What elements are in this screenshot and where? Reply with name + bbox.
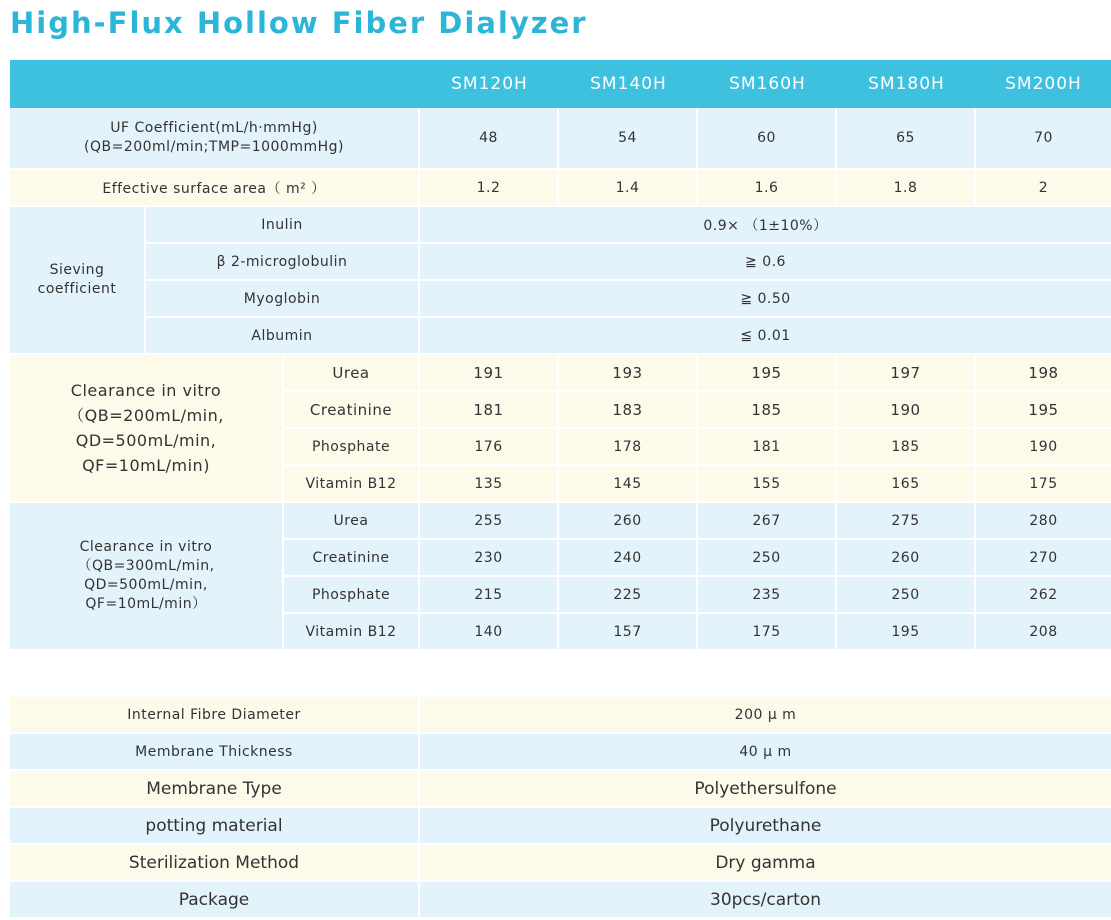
clearance-label-line: Clearance in vitro — [79, 539, 213, 555]
value-cell: 262 — [976, 577, 1111, 614]
property-row — [10, 882, 1111, 919]
solute-label: Vitamin B12 — [284, 466, 420, 503]
model-header: SM180H — [837, 60, 976, 108]
surface-area-row — [10, 170, 1111, 207]
property-row — [10, 697, 1111, 734]
clearance-label-line: QF=10mL/min） — [85, 596, 207, 612]
value-cell: 175 — [976, 466, 1111, 503]
value-cell: 145 — [559, 466, 698, 503]
solute-label: Urea — [284, 355, 420, 392]
property-row — [10, 845, 1111, 882]
value-cell: 235 — [698, 577, 837, 614]
value-cell: 181 — [420, 392, 559, 429]
value-cell: 1.2 — [420, 170, 559, 207]
property-value: Dry gamma — [420, 845, 1111, 882]
surface-area-label: Effective surface area（ m² ） — [10, 170, 420, 207]
property-label: potting material — [10, 808, 420, 845]
value-cell: 191 — [420, 355, 559, 392]
clearance-label-line: QD=500mL/min, — [75, 431, 217, 450]
property-row — [10, 734, 1111, 771]
model-header: SM200H — [976, 60, 1111, 108]
value-cell: 197 — [837, 355, 976, 392]
sieving-row — [10, 281, 1111, 318]
sieving-row — [10, 318, 1111, 355]
model-header: SM140H — [559, 60, 698, 108]
value-cell: 178 — [559, 429, 698, 466]
value-cell: 60 — [698, 108, 837, 170]
header-blank-cell — [10, 60, 420, 108]
sieving-value: ≧ 0.50 — [420, 281, 1111, 318]
properties-table — [10, 697, 1111, 919]
value-cell: 215 — [420, 577, 559, 614]
clearance-200-label — [10, 355, 284, 503]
clearance-label-line: QD=500mL/min, — [84, 577, 208, 593]
value-cell: 140 — [420, 614, 559, 651]
value-cell: 195 — [976, 392, 1111, 429]
value-cell: 255 — [420, 503, 559, 540]
sieving-substance-label: Albumin — [146, 318, 420, 355]
uf-coefficient-row — [10, 108, 1111, 170]
sieving-label-line: Sieving — [49, 262, 105, 278]
value-cell: 1.4 — [559, 170, 698, 207]
value-cell: 185 — [698, 392, 837, 429]
value-cell: 181 — [698, 429, 837, 466]
clearance-label-line: Clearance in vitro — [70, 381, 222, 400]
sieving-group-label — [10, 207, 146, 355]
value-cell: 135 — [420, 466, 559, 503]
value-cell: 65 — [837, 108, 976, 170]
property-value: Polyethersulfone — [420, 771, 1111, 808]
clearance-label-line: QF=10mL/min) — [82, 456, 210, 475]
solute-label: Urea — [284, 503, 420, 540]
solute-label: Phosphate — [284, 577, 420, 614]
sieving-substance-label: Myoglobin — [146, 281, 420, 318]
clearance-label-line: （QB=200mL/min, — [68, 406, 224, 425]
sieving-value: ≧ 0.6 — [420, 244, 1111, 281]
property-label: Sterilization Method — [10, 845, 420, 882]
value-cell: 157 — [559, 614, 698, 651]
value-cell: 225 — [559, 577, 698, 614]
value-cell: 70 — [976, 108, 1111, 170]
clearance-label-line: （QB=300mL/min, — [77, 558, 215, 574]
page-title: High-Flux Hollow Fiber Dialyzer — [10, 6, 588, 40]
sieving-row — [10, 244, 1111, 281]
value-cell: 54 — [559, 108, 698, 170]
value-cell: 198 — [976, 355, 1111, 392]
uf-label-line: (QB=200ml/min;TMP=1000mmHg) — [84, 139, 344, 155]
value-cell: 280 — [976, 503, 1111, 540]
value-cell: 208 — [976, 614, 1111, 651]
property-label: Package — [10, 882, 420, 919]
property-label: Internal Fibre Diameter — [10, 697, 420, 734]
sieving-substance-label: Inulin — [146, 207, 420, 244]
value-cell: 190 — [976, 429, 1111, 466]
value-cell: 260 — [559, 503, 698, 540]
value-cell: 270 — [976, 540, 1111, 577]
value-cell: 176 — [420, 429, 559, 466]
sieving-row — [10, 207, 1111, 244]
property-row — [10, 771, 1111, 808]
value-cell: 195 — [837, 614, 976, 651]
value-cell: 2 — [976, 170, 1111, 207]
value-cell: 250 — [698, 540, 837, 577]
property-value: 200 μ m — [420, 697, 1111, 734]
sieving-substance-label: β 2-microglobulin — [146, 244, 420, 281]
sieving-value: ≦ 0.01 — [420, 318, 1111, 355]
value-cell: 267 — [698, 503, 837, 540]
model-header: SM160H — [698, 60, 837, 108]
property-value: Polyurethane — [420, 808, 1111, 845]
property-row — [10, 808, 1111, 845]
clearance-200-row — [10, 355, 1111, 392]
solute-label: Creatinine — [284, 540, 420, 577]
value-cell: 195 — [698, 355, 837, 392]
sieving-value: 0.9× （1±10%） — [420, 207, 1111, 244]
sieving-label-line: coefficient — [37, 281, 117, 297]
specs-table — [10, 60, 1111, 651]
value-cell: 230 — [420, 540, 559, 577]
uf-label-line: UF Coefficient(mL/h·mmHg) — [110, 120, 318, 136]
solute-label: Creatinine — [284, 392, 420, 429]
header-row — [10, 60, 1111, 108]
model-header: SM120H — [420, 60, 559, 108]
value-cell: 183 — [559, 392, 698, 429]
value-cell: 1.8 — [837, 170, 976, 207]
property-value: 30pcs/carton — [420, 882, 1111, 919]
property-label: Membrane Thickness — [10, 734, 420, 771]
solute-label: Phosphate — [284, 429, 420, 466]
uf-coefficient-label — [10, 108, 420, 170]
value-cell: 275 — [837, 503, 976, 540]
value-cell: 165 — [837, 466, 976, 503]
clearance-300-label — [10, 503, 284, 651]
value-cell: 185 — [837, 429, 976, 466]
property-label: Membrane Type — [10, 771, 420, 808]
value-cell: 193 — [559, 355, 698, 392]
clearance-300-row — [10, 503, 1111, 540]
value-cell: 155 — [698, 466, 837, 503]
value-cell: 190 — [837, 392, 976, 429]
value-cell: 175 — [698, 614, 837, 651]
value-cell: 240 — [559, 540, 698, 577]
property-value: 40 μ m — [420, 734, 1111, 771]
value-cell: 48 — [420, 108, 559, 170]
value-cell: 1.6 — [698, 170, 837, 207]
solute-label: Vitamin B12 — [284, 614, 420, 651]
value-cell: 260 — [837, 540, 976, 577]
value-cell: 250 — [837, 577, 976, 614]
